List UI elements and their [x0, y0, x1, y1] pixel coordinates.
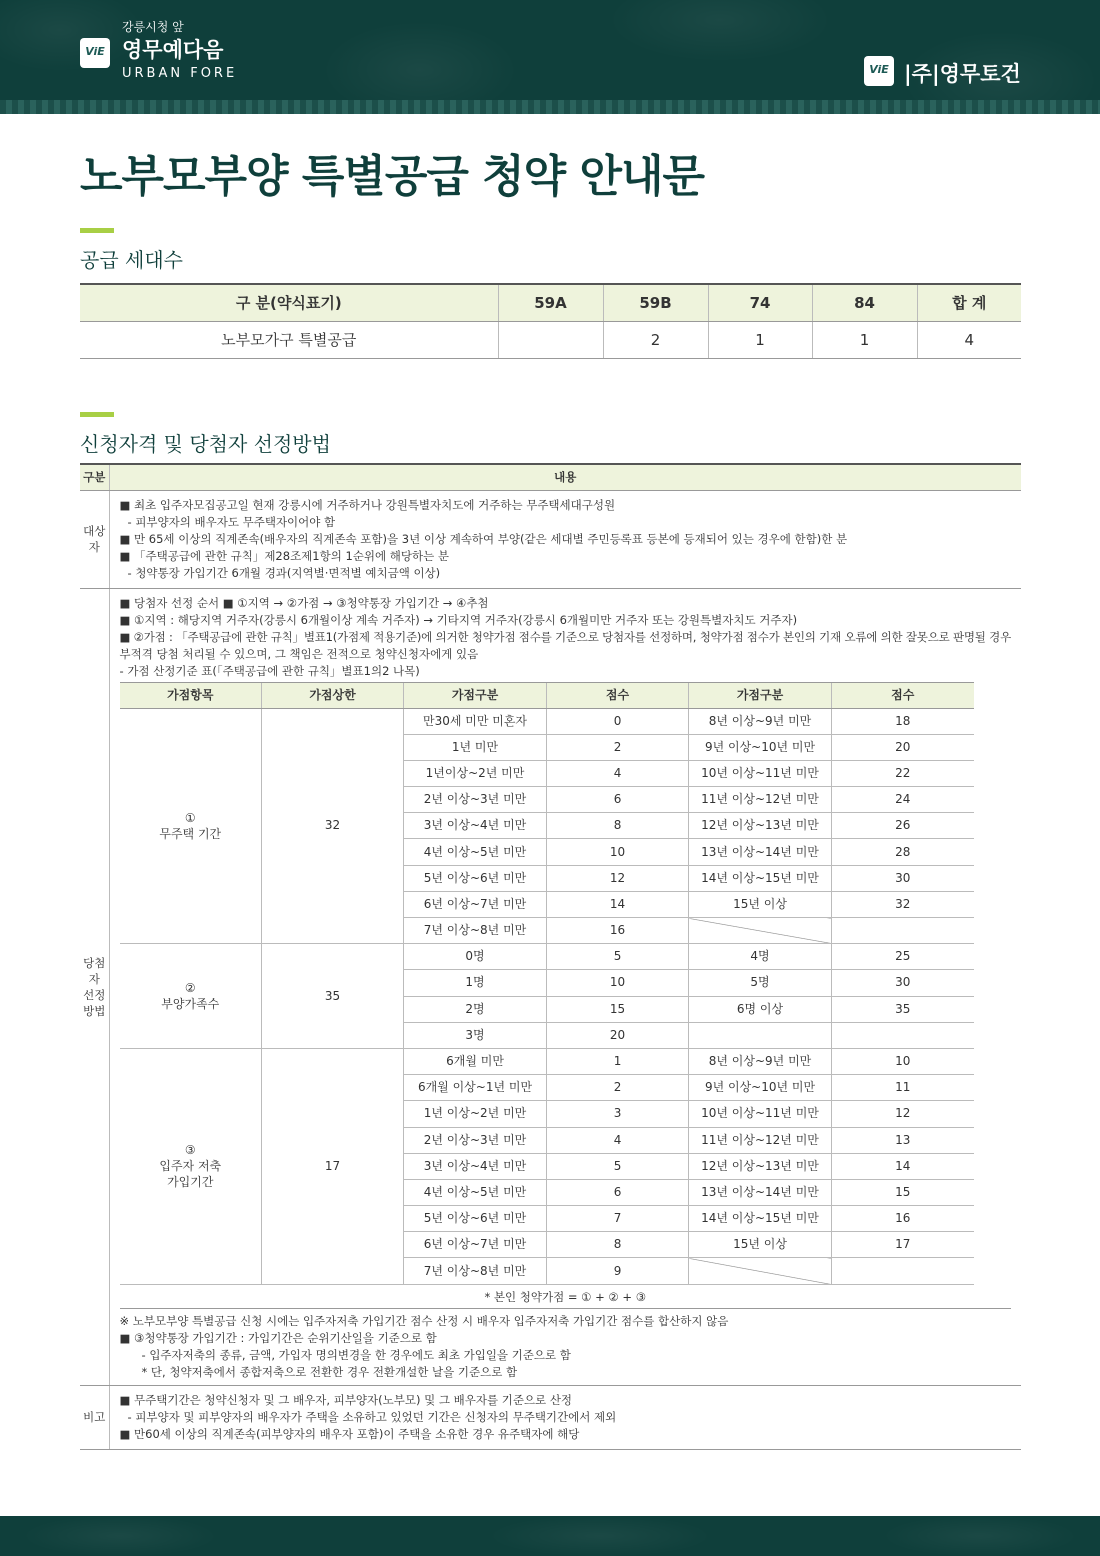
page-title: 노부모부양 특별공급 청약 안내문 [80, 151, 705, 202]
score-criterion: 5년 이상~6년 미만 [404, 1206, 547, 1232]
vie-logo-icon: ViE [80, 38, 110, 68]
score-points: 12 [547, 865, 689, 891]
footer-banner [0, 1516, 1100, 1556]
score-points [832, 918, 974, 944]
score-criterion: 13년 이상~14년 미만 [689, 1179, 832, 1205]
header-banner [0, 0, 1100, 100]
score-criterion: 1년 이상~2년 미만 [404, 1101, 547, 1127]
score-points: 32 [832, 891, 974, 917]
score-points: 26 [832, 813, 974, 839]
score-formula: * 본인 청약가점 = ① + ② + ③ [120, 1285, 1011, 1309]
score-criterion: 11년 이상~12년 미만 [689, 1127, 832, 1153]
score-criterion: 6명 이상 [689, 996, 832, 1022]
method-label [80, 588, 109, 1385]
score-points: 15 [832, 1179, 974, 1205]
score-col-header: 가점구분 [404, 682, 547, 708]
method-row [80, 588, 1021, 1385]
score-group-num: ① [184, 810, 196, 825]
score-points: 18 [832, 708, 974, 734]
supply-cell [498, 321, 603, 358]
score-criterion: 12년 이상~13년 미만 [689, 813, 832, 839]
score-criterion [689, 1022, 832, 1048]
remarks-content [109, 1385, 1021, 1449]
score-points: 28 [832, 839, 974, 865]
score-criterion: 10년 이상~11년 미만 [689, 1101, 832, 1127]
score-points: 14 [547, 891, 689, 917]
section-title-supply: 공급 세대수 [80, 248, 183, 272]
score-points: 30 [832, 970, 974, 996]
target-label: 대상자 [80, 490, 109, 588]
score-points: 15 [547, 996, 689, 1022]
score-points: 7 [547, 1206, 689, 1232]
score-points: 2 [547, 1075, 689, 1101]
score-points: 4 [547, 1127, 689, 1153]
score-criterion: 6년 이상~7년 미만 [404, 891, 547, 917]
score-points: 25 [832, 944, 974, 970]
score-points: 6 [547, 1179, 689, 1205]
remark-line: ■ 만60세 이상의 직계존속(피부양자의 배우자 포함)이 주택을 소유한 경우 유주택자에 해당 [119, 1426, 580, 1441]
score-points: 35 [832, 996, 974, 1022]
score-points: 11 [832, 1075, 974, 1101]
score-col-header: 가점항목 [120, 682, 262, 708]
score-criterion: 3년 이상~4년 미만 [404, 813, 547, 839]
score-group-max: 17 [262, 1048, 404, 1284]
score-group-name: 부양가족수 [161, 997, 220, 1012]
score-table [120, 682, 974, 1285]
score-points: 2 [547, 734, 689, 760]
score-col-header: 가점구분 [689, 682, 832, 708]
score-criterion: 14년 이상~15년 미만 [689, 865, 832, 891]
score-criterion: 7년 이상~8년 미만 [404, 918, 547, 944]
score-points: 13 [832, 1127, 974, 1153]
score-criterion: 4년 이상~5년 미만 [404, 839, 547, 865]
note-line: ■ ③청약통장 가입기간 : 가입기간은 순위기산일을 기준으로 함 [119, 1330, 437, 1345]
score-points [832, 1258, 974, 1284]
score-criterion: 2년 이상~3년 미만 [404, 1127, 547, 1153]
score-criterion: 만30세 미만 미혼자 [404, 708, 547, 734]
method-line: ■ 당첨자 선정 순서 ■ ①지역 → ②가점 → ③청약통장 가입기간 → ④추첨 [119, 595, 489, 610]
supply-col-header: 합 계 [917, 284, 1021, 321]
method-notes [120, 1309, 1011, 1381]
score-points: 10 [547, 839, 689, 865]
score-criterion: 6년 이상~7년 미만 [404, 1232, 547, 1258]
qualify-table [80, 463, 1021, 1450]
score-criterion: 14년 이상~15년 미만 [689, 1206, 832, 1232]
score-row [120, 708, 974, 734]
supply-cell: 2 [603, 321, 708, 358]
supply-col-header: 59A [498, 284, 603, 321]
supply-cell: 4 [917, 321, 1021, 358]
score-criterion: 10년 이상~11년 미만 [689, 760, 832, 786]
target-row [80, 490, 1021, 588]
note-line: ※ 노부모부양 특별공급 신청 시에는 입주자저축 가입기간 점수 산정 시 배우자 입주자저축 가입기간 점수를 합산하지 않음 [119, 1313, 729, 1328]
supply-table [80, 283, 1021, 359]
target-line: ■ 최초 입주자모집공고일 현재 강릉시에 거주하거나 강원특별자치도에 거주하는 무주택세대구성원 [119, 497, 616, 512]
score-criterion: 8년 이상~9년 미만 [689, 708, 832, 734]
score-points: 8 [547, 1232, 689, 1258]
score-points: 30 [832, 865, 974, 891]
score-criterion: 0명 [404, 944, 547, 970]
supply-row [80, 321, 1021, 358]
remark-line: - 피부양자 및 피부양자의 배우자가 주택을 소유하고 있었던 기간은 신청자의 무주택기간에서 제외 [127, 1409, 617, 1424]
supply-col-header: 구 분(약식표기) [80, 284, 498, 321]
score-group-num: ② [184, 981, 196, 996]
score-row [120, 944, 974, 970]
section-title-qualify: 신청자격 및 당첨자 선정방법 [80, 432, 331, 456]
qualify-header-row [80, 464, 1021, 490]
score-points: 1 [547, 1048, 689, 1074]
method-line: 부적격 당첨 처리될 수 있으며, 그 책임은 전적으로 청약신청자에게 있음 [119, 646, 479, 661]
score-points: 22 [832, 760, 974, 786]
score-points: 3 [547, 1101, 689, 1127]
score-points: 12 [832, 1101, 974, 1127]
remarks-row [80, 1385, 1021, 1449]
score-points: 0 [547, 708, 689, 734]
score-row [120, 1048, 974, 1074]
target-line: - 청약통장 가입기간 6개월 경과(지역별·면적별 예치금액 이상) [127, 565, 441, 580]
score-criterion: 4명 [689, 944, 832, 970]
supply-col-header: 59B [603, 284, 708, 321]
score-points: 20 [547, 1022, 689, 1048]
score-points: 16 [832, 1206, 974, 1232]
score-criterion: 9년 이상~10년 미만 [689, 1075, 832, 1101]
header-stripe [0, 100, 1100, 114]
target-content [109, 490, 1021, 588]
remark-line: ■ 무주택기간은 청약신청자 및 그 배우자, 피부양자(노부모) 및 그 배우자를 기준으로 산정 [119, 1392, 573, 1407]
score-group-max: 35 [262, 944, 404, 1049]
score-criterion: 15년 이상 [689, 1232, 832, 1258]
qualify-col-category: 구분 [80, 464, 109, 490]
score-col-header: 점수 [547, 682, 689, 708]
brand-eng: URBAN FORE [122, 66, 238, 81]
score-group-name [120, 708, 262, 944]
method-line: ■ ①지역 : 해당지역 거주자(강릉시 6개월이상 계속 거주자) → 기타지역 거주자(강릉시 6개월미만 거주자 또는 강원특별자치도 거주자) [119, 612, 798, 627]
score-criterion: 11년 이상~12년 미만 [689, 787, 832, 813]
score-points: 10 [832, 1048, 974, 1074]
score-criterion: 13년 이상~14년 미만 [689, 839, 832, 865]
brand-subtitle: 강릉시청 앞 [122, 20, 184, 34]
score-points: 4 [547, 760, 689, 786]
score-criterion: 4년 이상~5년 미만 [404, 1179, 547, 1205]
method-label-line: 선정방법 [83, 987, 106, 1018]
score-criterion: 8년 이상~9년 미만 [689, 1048, 832, 1074]
brand-name: 영무예다음 [122, 38, 224, 62]
score-criterion: 1명 [404, 970, 547, 996]
score-points [832, 1022, 974, 1048]
target-line: ■ 만 65세 이상의 직계존속(배우자의 직계존속 포함)을 3년 이상 계속하여 부양(같은 세대별 주민등록표 등본에 등재되어 있는 경우에 한함)한 분 [119, 531, 848, 546]
score-group-max: 32 [262, 708, 404, 944]
method-content [109, 588, 1021, 1385]
score-points: 17 [832, 1232, 974, 1258]
note-line: - 입주자저축의 종류, 금액, 가입자 명의변경을 한 경우에도 최초 가입일을 기준으로 함 [141, 1347, 571, 1362]
score-criterion [689, 918, 832, 944]
score-criterion: 2명 [404, 996, 547, 1022]
supply-header-row [80, 284, 1021, 321]
section-accent [80, 228, 114, 233]
score-group-name [120, 1048, 262, 1284]
score-points: 8 [547, 813, 689, 839]
section-accent [80, 412, 114, 417]
score-group-name: 입주자 저축 [159, 1159, 222, 1174]
company-name: |주|영무토건 [904, 62, 1021, 86]
score-points: 6 [547, 787, 689, 813]
score-header-row [120, 682, 974, 708]
score-criterion: 15년 이상 [689, 891, 832, 917]
score-points: 10 [547, 970, 689, 996]
score-group-name [120, 944, 262, 1049]
score-points: 16 [547, 918, 689, 944]
score-group-name2: 가입기간 [167, 1175, 214, 1190]
method-line: - 가점 산정기준 표(「주택공급에 관한 규칙」별표1의2 나목) [119, 663, 420, 678]
score-criterion: 1년이상~2년 미만 [404, 760, 547, 786]
score-points: 5 [547, 944, 689, 970]
vie-logo-icon-right: ViE [864, 56, 894, 86]
score-criterion: 3년 이상~4년 미만 [404, 1153, 547, 1179]
score-points: 14 [832, 1153, 974, 1179]
score-body [120, 708, 974, 1284]
target-line: ■ 「주택공급에 관한 규칙」제28조제1항의 1순위에 해당하는 분 [119, 548, 449, 563]
supply-col-header: 84 [812, 284, 917, 321]
score-col-header: 가점상한 [262, 682, 404, 708]
qualify-col-content: 내용 [109, 464, 1021, 490]
score-criterion: 5년 이상~6년 미만 [404, 865, 547, 891]
score-criterion: 5명 [689, 970, 832, 996]
supply-cell: 1 [708, 321, 812, 358]
note-line: * 단, 청약저축에서 종합저축으로 전환한 경우 전환개설한 날을 기준으로 함 [141, 1364, 518, 1379]
score-criterion: 6개월 미만 [404, 1048, 547, 1074]
remarks-label: 비고 [80, 1385, 109, 1449]
score-group-name: 무주택 기간 [159, 826, 222, 841]
supply-col-header: 74 [708, 284, 812, 321]
method-label-line: 당첨자 [83, 955, 106, 986]
score-criterion: 12년 이상~13년 미만 [689, 1153, 832, 1179]
score-points: 5 [547, 1153, 689, 1179]
score-criterion: 2년 이상~3년 미만 [404, 787, 547, 813]
method-line: ■ ②가점 : 「주택공급에 관한 규칙」별표1(가점제 적용기준)에 의거한 청약가점 점수를 기준으로 당첨자를 선정하며, 청약가점 점수가 본인의 기재 오류에 의한 잘못으로 판명될 경우 [119, 629, 1011, 644]
score-criterion: 9년 이상~10년 미만 [689, 734, 832, 760]
score-criterion: 3명 [404, 1022, 547, 1048]
score-points: 20 [832, 734, 974, 760]
score-criterion: 7년 이상~8년 미만 [404, 1258, 547, 1284]
supply-cell: 1 [812, 321, 917, 358]
score-col-header: 점수 [832, 682, 974, 708]
score-criterion [689, 1258, 832, 1284]
score-criterion: 1년 미만 [404, 734, 547, 760]
supply-cell: 노부모가구 특별공급 [80, 321, 498, 358]
score-criterion: 6개월 이상~1년 미만 [404, 1075, 547, 1101]
target-line: - 피부양자의 배우자도 무주택자이어야 함 [127, 514, 336, 529]
score-group-num: ③ [184, 1143, 196, 1158]
score-points: 9 [547, 1258, 689, 1284]
score-points: 24 [832, 787, 974, 813]
